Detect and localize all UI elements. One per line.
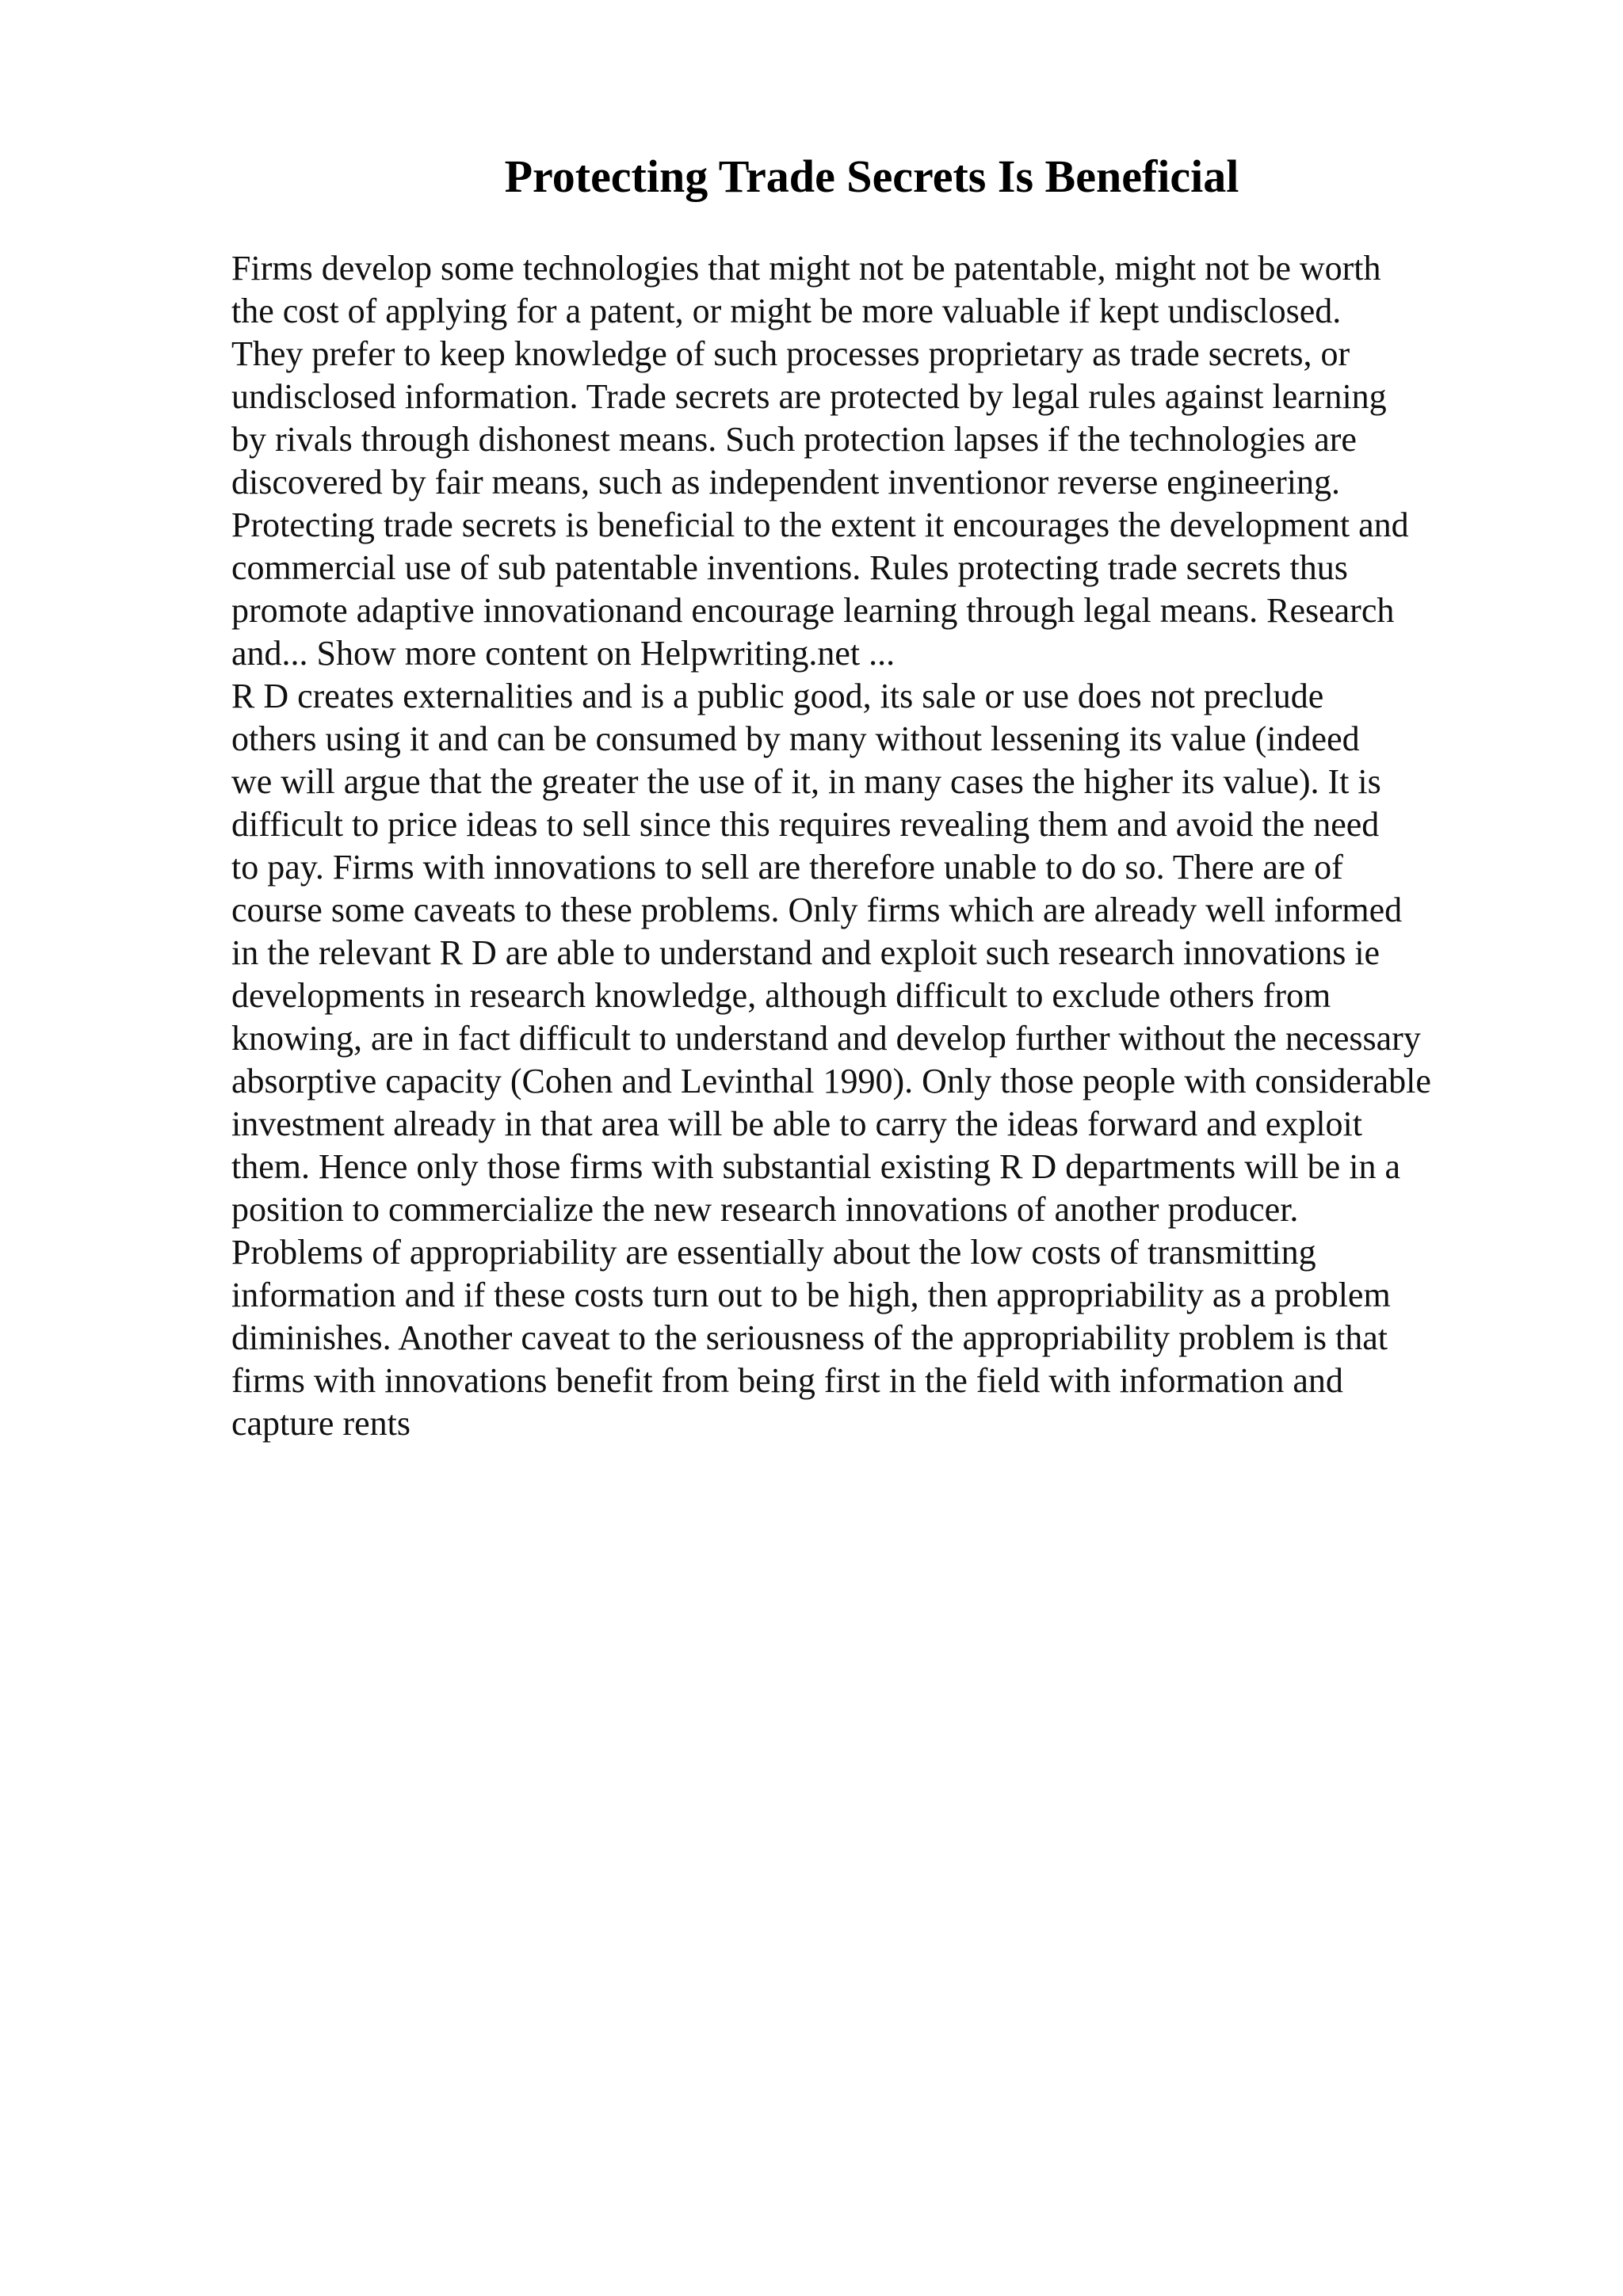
body-line-show-more: and... Show more content on Helpwriting.net ... <box>231 634 896 673</box>
body-line: others using it and can be consumed by many without lessening its value (indeed <box>231 719 1360 758</box>
body-line: Firms develop some technologies that might not be patentable, might not be worth <box>231 249 1381 288</box>
body-line: them. Hence only those firms with substantial existing R D departments will be in a <box>231 1147 1400 1186</box>
body-line: information and if these costs turn out to be high, then appropriability as a problem <box>231 1276 1391 1314</box>
body-line: commercial use of sub patentable inventions. Rules protecting trade secrets thus <box>231 548 1348 587</box>
body-line: Problems of appropriability are essentially about the low costs of transmitting <box>231 1233 1316 1272</box>
body-line: firms with innovations benefit from being first in the field with information and <box>231 1361 1343 1400</box>
document-title: Protecting Trade Secrets Is Beneficial <box>504 151 1239 202</box>
body-line: Protecting trade secrets is beneficial to the extent it encourages the development and <box>231 505 1409 544</box>
body-line: the cost of applying for a patent, or might be more valuable if kept undisclosed. <box>231 292 1342 330</box>
body-line: absorptive capacity (Cohen and Levinthal 1990). Only those people with considerable <box>231 1062 1431 1100</box>
body-line: discovered by fair means, such as independent inventionor reverse engineering. <box>231 463 1340 502</box>
body-line: course some caveats to these problems. Only firms which are already well informed <box>231 891 1403 929</box>
body-line: capture rents <box>231 1404 411 1443</box>
body-line: difficult to price ideas to sell since this requires revealing them and avoid the need <box>231 805 1380 844</box>
body-line: investment already in that area will be able to carry the ideas forward and exploit <box>231 1104 1362 1143</box>
body-line: diminishes. Another caveat to the seriousness of the appropriability problem is that <box>231 1318 1388 1357</box>
body-line: undisclosed information. Trade secrets are protected by legal rules against learning <box>231 377 1387 416</box>
body-line: They prefer to keep knowledge of such processes proprietary as trade secrets, or <box>231 334 1350 373</box>
body-line: R D creates externalities and is a public good, its sale or use does not preclude <box>231 677 1324 715</box>
body-line: to pay. Firms with innovations to sell are therefore unable to do so. There are of <box>231 848 1343 887</box>
body-line: we will argue that the greater the use of it, in many cases the higher its value). It is <box>231 762 1381 801</box>
body-line: promote adaptive innovationand encourage learning through legal means. Research <box>231 591 1395 630</box>
body-line: developments in research knowledge, although difficult to exclude others from <box>231 976 1331 1015</box>
body-line: by rivals through dishonest means. Such protection lapses if the technologies are <box>231 420 1357 459</box>
document-body <box>231 247 1431 1445</box>
body-line: in the relevant R D are able to understand and exploit such research innovations ie <box>231 933 1381 972</box>
body-line: knowing, are in fact difficult to understand and develop further without the necessary <box>231 1019 1421 1058</box>
body-line: position to commercialize the new research innovations of another producer. <box>231 1190 1299 1229</box>
